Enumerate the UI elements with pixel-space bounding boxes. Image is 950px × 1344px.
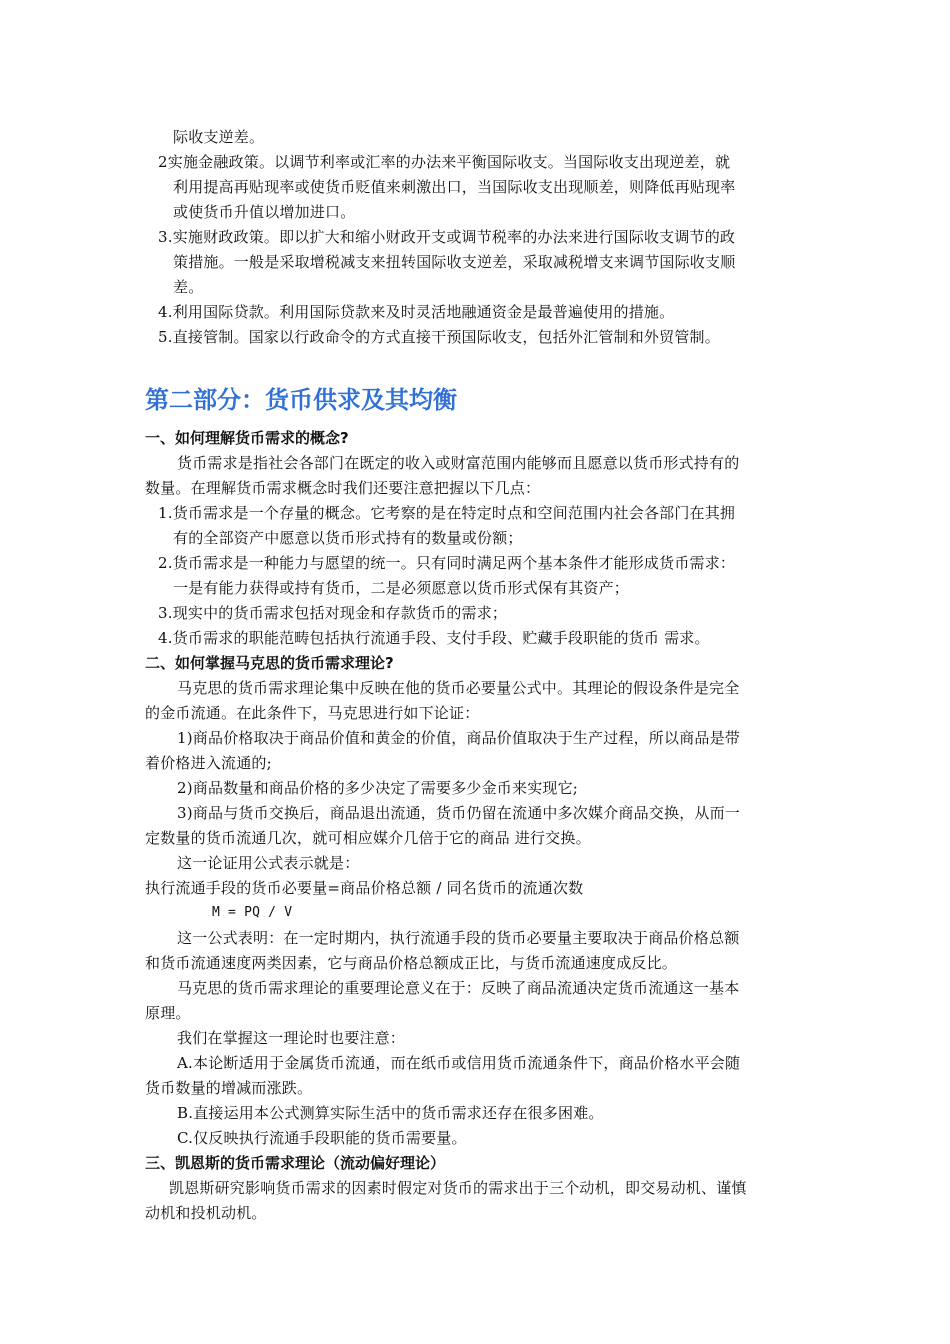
text-line: 差。 xyxy=(173,278,204,296)
paragraph-line: 这一论证用公式表示就是： xyxy=(177,854,360,872)
text-line: 或使货币升值以增加进口。 xyxy=(173,203,356,221)
text-line: 际收支逆差。 xyxy=(173,128,265,146)
paragraph-line: 马克思的货币需求理论集中反映在他的货币必要量公式中。其理论的假设条件是完全 xyxy=(177,679,740,697)
list-item: B.直接运用本公式测算实际生活中的货币需求还存在很多困难。 xyxy=(177,1104,604,1122)
paragraph-line: 这一公式表明：在一定时期内，执行流通手段的货币必要量主要取决于商品价格总额 xyxy=(177,929,740,947)
paragraph-line: 定数量的货币流通几次，就可相应媒介几倍于它的商品 进行交换。 xyxy=(145,829,591,847)
list-item: 5.直接管制。国家以行政命令的方式直接干预国际收支，包括外汇管制和外贸管制。 xyxy=(158,328,720,346)
text-line: 利用提高再贴现率或使货币贬值来刺激出口，当国际收支出现顺差，则降低再贴现率 xyxy=(173,178,736,196)
paragraph-line: 着价格进入流通的; xyxy=(145,754,272,772)
text-line: 有的全部资产中愿意以货币形式持有的数量或份额； xyxy=(173,529,523,547)
list-item: 2实施金融政策。以调节利率或汇率的办法来平衡国际收支。当国际收支出现逆差，就 xyxy=(158,153,731,171)
paragraph-line: 的金币流通。在此条件下，马克思进行如下论证： xyxy=(145,704,480,722)
section-title: 第二部分：货币供求及其均衡 xyxy=(145,386,457,414)
subsection-heading: 三、凯恩斯的货币需求理论（流动偏好理论） xyxy=(145,1154,446,1172)
list-item: A.本论断适用于金属货币流通，而在纸币或信用货币流通条件下，商品价格水平会随 xyxy=(177,1054,741,1072)
paragraph-line: 马克思的货币需求理论的重要理论意义在于：反映了商品流通决定货币流通这一基本 xyxy=(177,979,740,997)
list-item: 2)商品数量和商品价格的多少决定了需要多少金币来实现它; xyxy=(177,779,579,797)
list-item: 2.货币需求是一种能力与愿望的统一。只有同时满足两个基本条件才能形成货币需求： xyxy=(158,554,736,572)
list-item: 1)商品价格取决于商品价值和黄金的价值，商品价值取决于生产过程，所以商品是带 xyxy=(177,729,740,747)
text-line: 策措施。一般是采取增税减支来扭转国际收支逆差，采取减税增支来调节国际收支顺 xyxy=(173,253,736,271)
formula-text: 执行流通手段的货币必要量=商品价格总额 / 同名货币的流通次数 xyxy=(145,879,584,897)
paragraph-line: 原理。 xyxy=(145,1004,191,1022)
paragraph-line: 凯恩斯研究影响货币需求的因素时假定对货币的需求出于三个动机，即交易动机、谨慎 xyxy=(169,1179,747,1197)
list-item: 3.现实中的货币需求包括对现金和存款货币的需求； xyxy=(158,604,508,622)
list-item: 3)商品与货币交换后，商品退出流通，货币仍留在流通中多次媒介商品交换，从而一 xyxy=(177,804,740,822)
text-line: 一是有能力获得或持有货币，二是必须愿意以货币形式保有其资产； xyxy=(173,579,630,597)
paragraph-line: 动机和投机动机。 xyxy=(145,1204,267,1222)
list-item: C.仅反映执行流通手段职能的货币需要量。 xyxy=(177,1129,467,1147)
subsection-heading: 一、如何理解货币需求的概念? xyxy=(145,429,349,447)
paragraph-line: 货币需求是指社会各部门在既定的收入或财富范围内能够而且愿意以货币形式持有的 xyxy=(177,454,740,472)
list-item: 4.利用国际贷款。利用国际贷款来及时灵活地融通资金是最普遍使用的措施。 xyxy=(158,303,675,321)
paragraph-line: 数量。在理解货币需求概念时我们还要注意把握以下几点： xyxy=(145,479,541,497)
paragraph-line: 和货币流通速度两类因素，它与商品价格总额成正比，与货币流通速度成反比。 xyxy=(145,954,678,972)
subsection-heading: 二、如何掌握马克思的货币需求理论? xyxy=(145,654,394,672)
paragraph-line: 我们在掌握这一理论时也要注意： xyxy=(177,1029,406,1047)
list-item: 3.实施财政政策。即以扩大和缩小财政开支或调节税率的办法来进行国际收支调节的政 xyxy=(158,228,736,246)
list-item: 4.货币需求的职能范畴包括执行流通手段、支付手段、贮藏手段职能的货币 需求。 xyxy=(158,629,710,647)
formula: M = PQ / V xyxy=(212,905,293,920)
list-item: 1.货币需求是一个存量的概念。它考察的是在特定时点和空间范围内社会各部门在其拥 xyxy=(158,504,736,522)
paragraph-line: 货币数量的增减而涨跌。 xyxy=(145,1079,313,1097)
